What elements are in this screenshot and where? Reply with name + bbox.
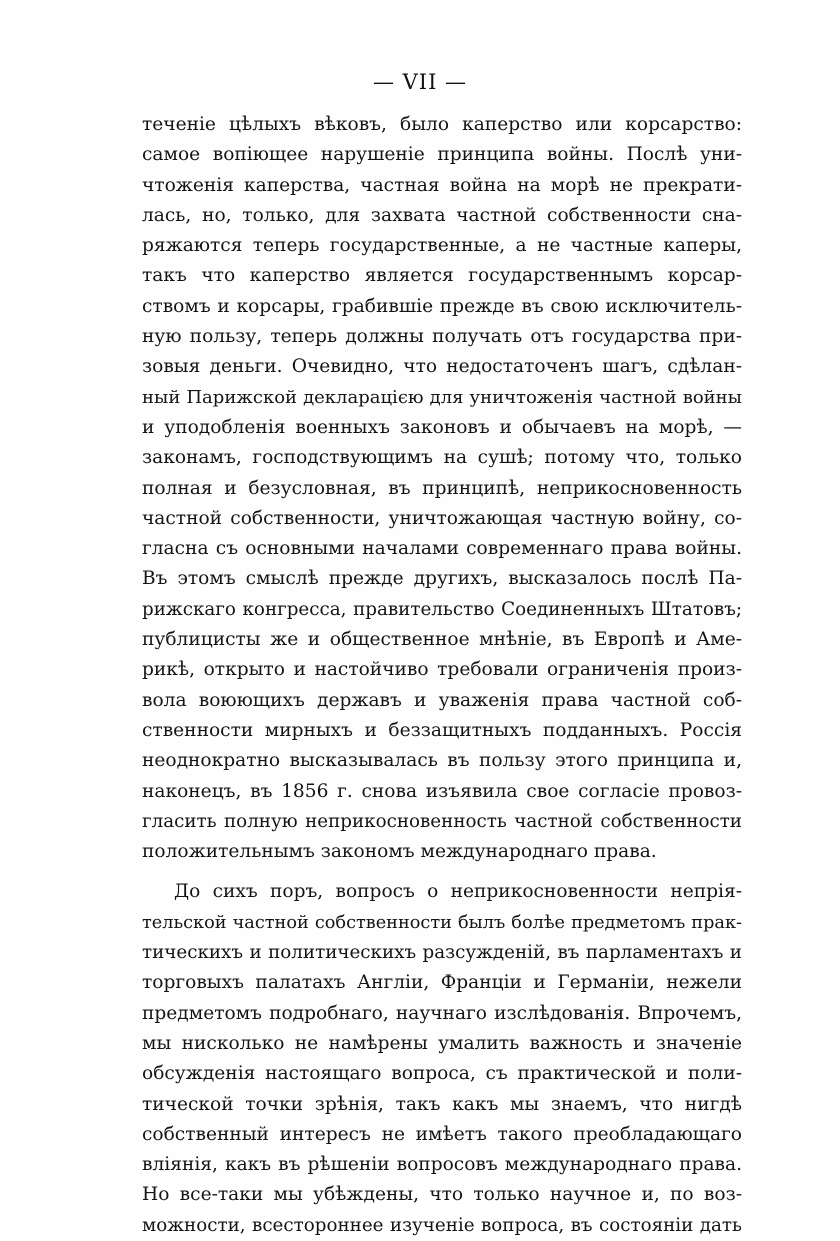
text-line: публицисты же и общественное мнѣніе, въ Европѣ и Аме- xyxy=(142,629,742,651)
text-line: и уподобленія военныхъ законовъ и обычаевъ на морѣ, — xyxy=(142,416,742,438)
text-line: ственности мирныхъ и беззащитныхъ подданныхъ. Россія xyxy=(142,719,742,741)
text-line: самое вопіющее нарушеніе принципа войны. Послѣ уни- xyxy=(142,144,742,166)
page-number: — VII — xyxy=(372,70,468,94)
text-line: ный Парижской декларацією для уничтоженія частной войны xyxy=(142,386,742,408)
text-line: такъ что каперство является государственнымъ корсар- xyxy=(142,265,742,287)
text-line: рикѣ, открыто и настойчиво требовали ограниченія произ- xyxy=(142,659,742,681)
text-line: ряжаются теперь государственные, а не частные каперы, xyxy=(142,235,742,257)
text-line: зовыя деньги. Очевидно, что недостаточенъ шагъ, сдѣлан- xyxy=(142,356,742,378)
text-line: обсужденія настоящаго вопроса, съ практической и поли- xyxy=(142,1063,742,1085)
text-line: рижскаго конгресса, правительство Соединенныхъ Штатовъ; xyxy=(142,598,742,620)
text-line: собственный интересъ не имѣетъ такого преобладающаго xyxy=(142,1123,742,1145)
text-line: вола воюющихъ державъ и уваженія права частной соб- xyxy=(142,689,742,711)
text-line: ствомъ и корсары, грабившіе прежде въ свою исключитель- xyxy=(142,295,742,317)
text-line: Въ этомъ смыслѣ прежде другихъ, высказалось послѣ Па- xyxy=(142,568,742,590)
text-line: вліянія, какъ въ рѣшеніи вопросовъ международнаго права. xyxy=(142,1154,742,1176)
text-line: гласить полную неприкосновенность частной собственности xyxy=(142,810,742,832)
body-text xyxy=(142,110,742,1241)
paragraph-gap xyxy=(142,867,742,877)
text-line: тельской частной собственности былъ болѣе предметомъ прак- xyxy=(142,912,742,933)
text-line: теченіе цѣлыхъ вѣковъ, было каперство или корсарство: xyxy=(142,114,742,135)
text-line: предметомъ подробнаго, научнаго изслѣдованія. Впрочемъ, xyxy=(142,1002,742,1024)
text-line: можности, всестороннее изученіе вопроса, въ состояніи дать xyxy=(142,1214,742,1236)
text-line: законамъ, господствующимъ на сушѣ; потому что, только xyxy=(142,447,742,469)
text-line: До сихъ поръ, вопросъ о неприкосновенности непрія- xyxy=(174,881,742,903)
text-line: полная и безусловная, въ принципѣ, неприкосновенность xyxy=(142,477,742,499)
text-line: частной собственности, уничтожающая частную войну, со- xyxy=(142,507,742,529)
text-line: чтоженія каперства, частная война на морѣ не прекрати- xyxy=(142,174,742,196)
text-line: неоднократно высказывалась въ пользу этого принципа и, xyxy=(142,750,742,772)
text-line: тической точки зрѣнія, такъ какъ мы знаемъ, что нигдѣ xyxy=(142,1093,742,1115)
text-line: Но все-таки мы убѣждены, что только научное и, по воз- xyxy=(142,1184,742,1206)
text-line: мы нисколько не намѣрены умалить важность и значеніе xyxy=(142,1032,742,1054)
text-line: гласна съ основными началами современнаго права войны. xyxy=(142,538,742,560)
text-line: положительнымъ закономъ международнаго права. xyxy=(142,841,657,863)
text-line: наконецъ, въ 1856 г. снова изъявила свое согласіе провоз- xyxy=(142,780,742,802)
text-line: лась, но, только, для захвата частной собственности сна- xyxy=(142,204,742,226)
text-line: тическихъ и политическихъ разсужденій, въ парламентахъ и xyxy=(142,942,742,964)
text-line: торговыхъ палатахъ Англіи, Франціи и Германіи, нежели xyxy=(142,972,742,994)
text-line: ную пользу, теперь должны получать отъ государства при- xyxy=(142,326,742,348)
